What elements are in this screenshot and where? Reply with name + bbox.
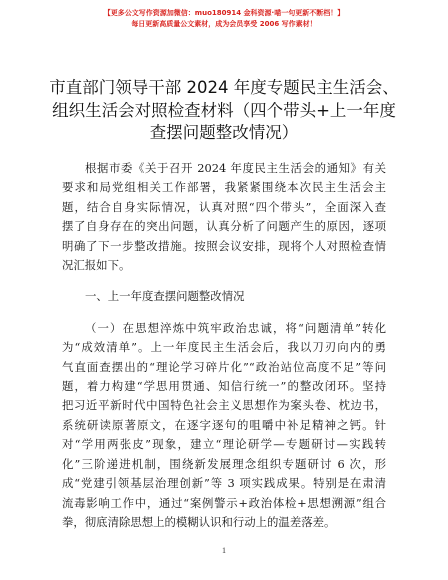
promo-banner-line-2: 每日更新高质量公文素材，成为会员享受 2006 写作素材！ (131, 20, 317, 28)
paragraph-line: 拳，彻底清除思想上的模糊认识和行动上的温差落差。 (62, 514, 336, 529)
promo-banner-line-1: 【更多公文写作资源加微信：muo180914 金科资源·喵一句更新不断档！】 (103, 9, 345, 17)
paragraph-line: 对“学用两张皮”现象，建立“理论研学—专题研讨—实践转 (62, 437, 386, 452)
paragraph-line: 气直面查摆出的“理论学习碎片化”“政治站位高度不足”等问 (62, 359, 386, 374)
paragraph-line: （一）在思想淬炼中筑牢政治忠诚，将“问题清单”转化 (85, 320, 386, 335)
intro-line: 明确了下一步整改措施。按照会议安排，现将个人对照检查情 (62, 238, 386, 253)
document-title (0, 77, 448, 145)
intro-line: 要求和局党组相关工作部署，我紧紧围绕本次民主生活会主 (62, 180, 386, 195)
paragraph-line: 题，着力构建“学思用贯通、知信行统一”的整改闭环。坚持 (62, 379, 386, 394)
paragraph-line: 流毒影响工作中，通过“案例警示+政治体检+思想溯源”组合 (62, 495, 386, 510)
paragraph-line: 成“党建引领基层治理创新”等 3 项实践成果。特别是在肃清 (62, 476, 386, 491)
section-heading: 一、上一年度查摆问题整改情况 (85, 289, 245, 304)
paragraph-line: 为“成效清单”。上一年度民主生活会后，我以刀刃向内的勇 (62, 340, 386, 355)
paragraph-line: 把习近平新时代中国特色社会主义思想作为案头卷、枕边书， (62, 398, 386, 413)
intro-line: 况汇报如下。 (62, 258, 131, 273)
intro-line: 题，结合自身实际情况，认真对照“四个带头”，全面深入查 (62, 199, 386, 214)
title-line-1: 市直部门领导干部 2024 年度专题民主生活会、 (49, 78, 399, 97)
title-line-3: 查摆问题整改情况） (149, 123, 299, 142)
title-line-2: 组织生活会对照检查材料（四个带头+上一年度 (52, 100, 396, 120)
document-body (62, 159, 386, 532)
intro-line: 摆了自身存在的突出问题，认真分析了问题产生的原因，逐项 (62, 219, 386, 234)
paragraph-line: 系统研读原著原文，在逐字逐句的咀嚼中补足精神之钙。针 (62, 417, 386, 432)
page-number: 1 (222, 546, 226, 555)
promo-banner (0, 8, 448, 30)
intro-line: 根据市委《关于召开 2024 年度民主生活会的通知》有关 (85, 161, 386, 175)
paragraph-line: 化”三阶递进机制，围绕新发展理念组织专题研讨 6 次，形 (62, 456, 386, 471)
